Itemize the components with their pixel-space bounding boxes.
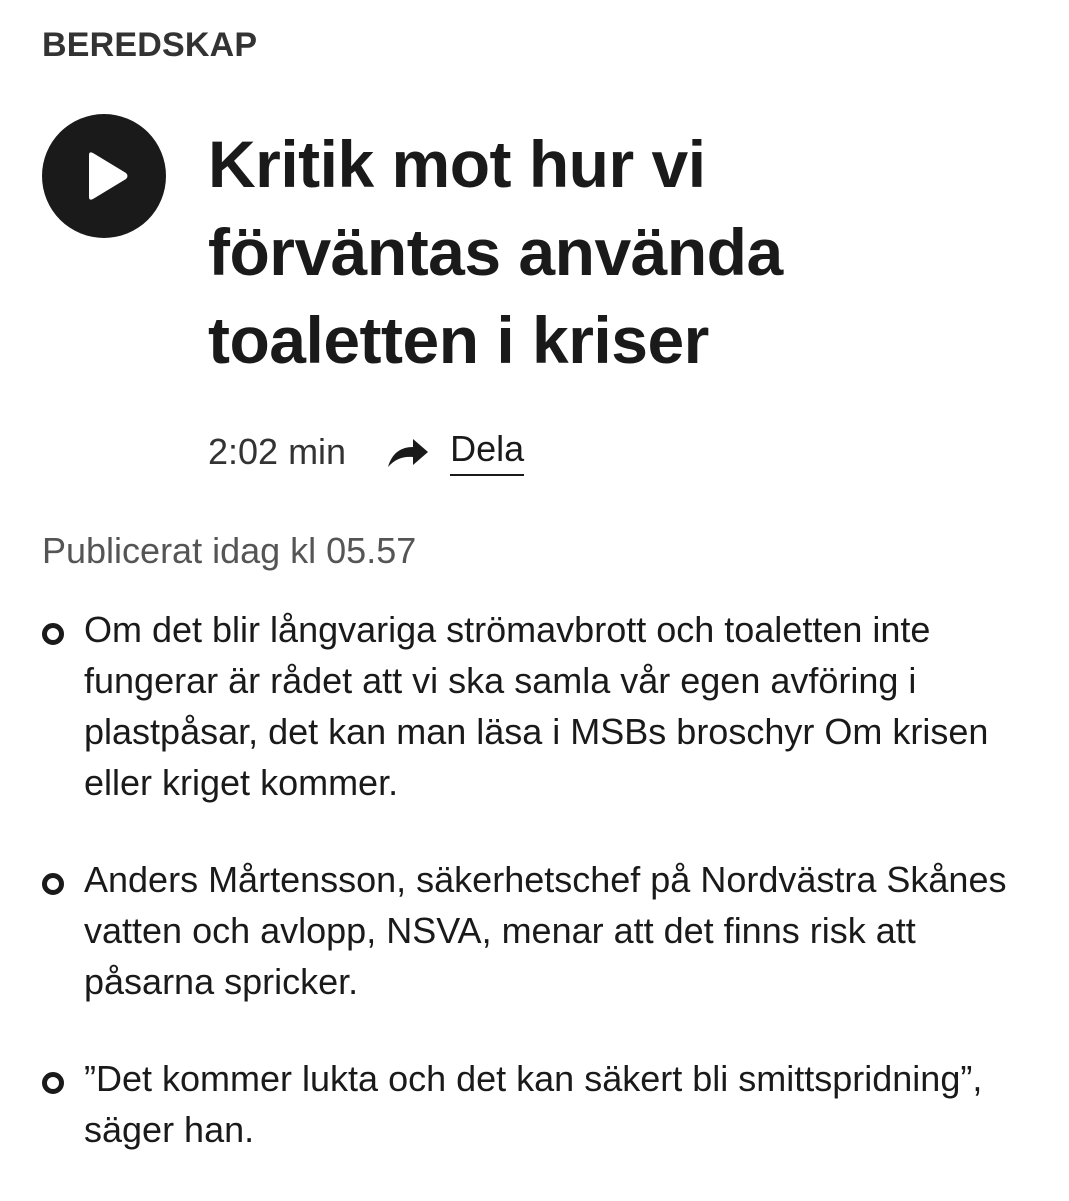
list-item bbox=[42, 604, 1032, 808]
play-audio-button[interactable] bbox=[42, 114, 166, 238]
bullet-circle-icon bbox=[42, 1072, 64, 1094]
section-kicker: BEREDSKAP bbox=[42, 26, 258, 64]
list-item bbox=[42, 1053, 1032, 1155]
article-meta bbox=[208, 424, 524, 480]
bullet-text: Anders Mårtensson, säkerhetschef på Nordvästra Skånes vatten och avlopp, NSVA, menar att det finns risk att påsarna spricker. bbox=[84, 859, 1007, 1002]
list-item bbox=[42, 854, 1032, 1007]
bullet-text: Om det blir långvariga strömavbrott och toaletten inte fungerar är rådet att vi ska samla vår egen avföring i plastpåsar, det kan man läsa i MSBs broschyr Om krisen eller kriget kommer. bbox=[84, 609, 989, 803]
bullet-circle-icon bbox=[42, 873, 64, 895]
share-arrow-icon bbox=[386, 434, 430, 470]
bullet-text: ”Det kommer lukta och det kan säkert bli smittspridning”, säger han. bbox=[84, 1058, 983, 1150]
article-headline: Kritik mot hur vi förväntas använda toaletten i kriser bbox=[208, 127, 783, 377]
share-label[interactable]: Dela bbox=[450, 428, 524, 476]
audio-duration: 2:02 min bbox=[208, 431, 347, 472]
published-timestamp: Publicerat idag kl 05.57 bbox=[42, 530, 417, 571]
share-button[interactable] bbox=[386, 428, 524, 476]
bullet-circle-icon bbox=[42, 623, 64, 645]
summary-list bbox=[42, 604, 1032, 1201]
play-icon bbox=[42, 114, 166, 238]
